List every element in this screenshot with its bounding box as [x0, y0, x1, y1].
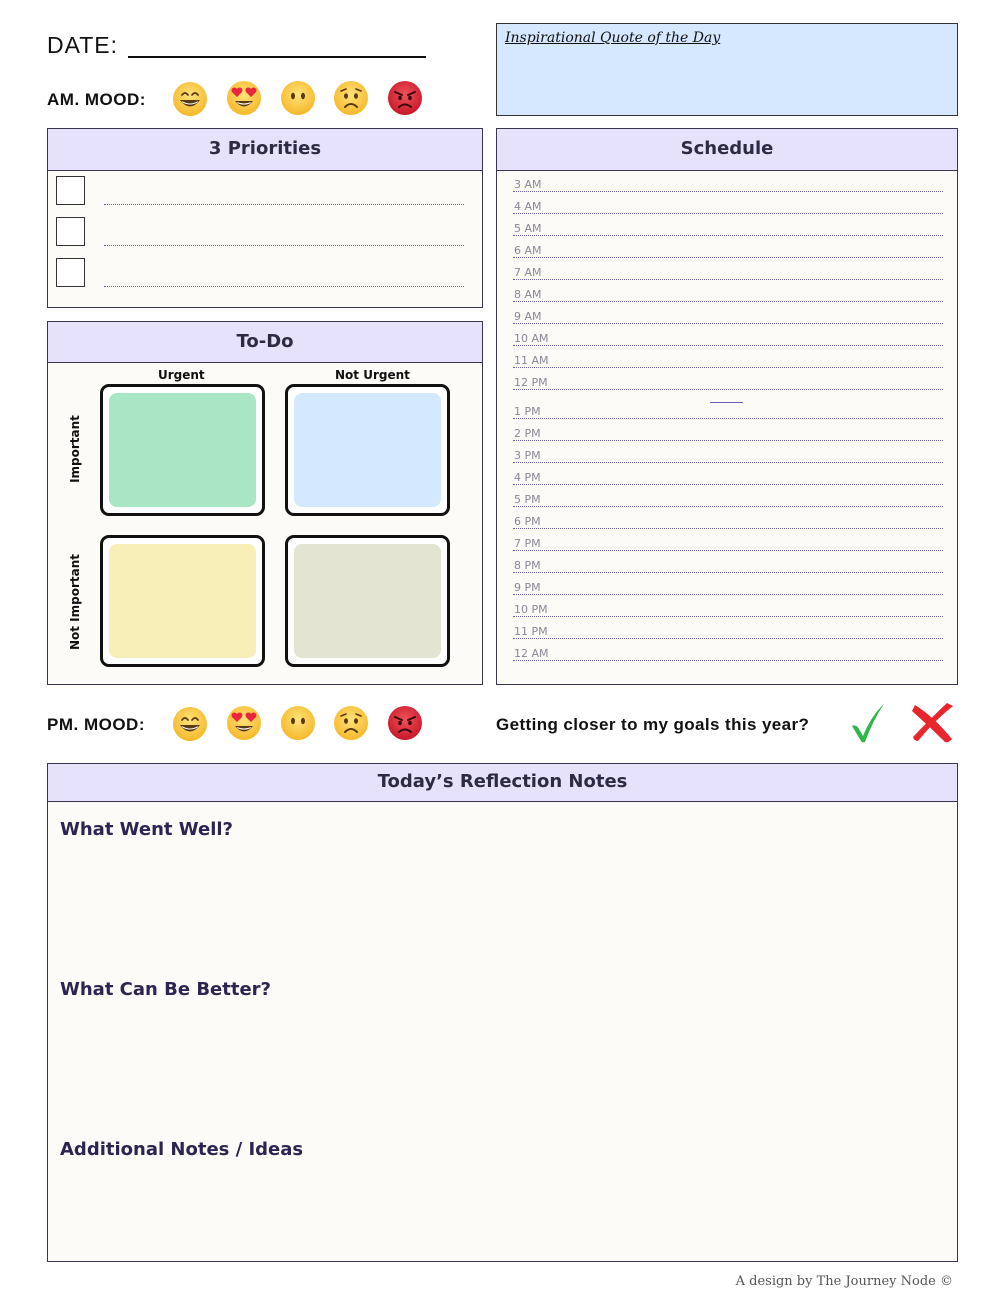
cross-x-icon[interactable]: [909, 702, 957, 744]
schedule-slot[interactable]: [513, 529, 943, 551]
quadrant-fill: [294, 544, 441, 658]
quadrant-fill: [109, 393, 256, 507]
todo-col-not-urgent: Not Urgent: [335, 368, 410, 382]
time-label: 10 PM: [514, 603, 548, 616]
time-label: 11 AM: [514, 354, 549, 367]
schedule-slot[interactable]: [513, 441, 943, 463]
priority-line[interactable]: [104, 286, 464, 287]
quadrant-urgent-important[interactable]: [100, 384, 265, 516]
schedule-slot[interactable]: [513, 419, 943, 441]
time-label: 5 AM: [514, 222, 542, 235]
schedule-slot[interactable]: [513, 302, 943, 324]
priority-line[interactable]: [104, 204, 464, 205]
pm-mood-heart-eyes-icon[interactable]: [226, 705, 262, 741]
time-label: 9 AM: [514, 310, 542, 323]
schedule-slot[interactable]: [513, 236, 943, 258]
date-input-line[interactable]: [128, 56, 426, 58]
todo-col-urgent: Urgent: [158, 368, 205, 382]
time-label: 5 PM: [514, 493, 541, 506]
quadrant-not-urgent-important[interactable]: [285, 384, 450, 516]
priorities-panel: [47, 128, 483, 308]
schedule-slot[interactable]: [513, 507, 943, 529]
schedule-slot[interactable]: [513, 595, 943, 617]
quadrant-urgent-not-important[interactable]: [100, 535, 265, 667]
am-mood-angry-icon[interactable]: [387, 80, 423, 116]
footer-credit: A design by The Journey Node ©: [735, 1274, 953, 1289]
time-label: 8 AM: [514, 288, 542, 301]
schedule-title: Schedule: [497, 129, 957, 171]
todo-panel: [47, 321, 483, 685]
am-mood-label: AM. MOOD:: [47, 90, 146, 109]
quadrant-fill: [294, 393, 441, 507]
time-label: 7 PM: [514, 537, 541, 550]
time-label: 6 AM: [514, 244, 542, 257]
pm-mood-label: PM. MOOD:: [47, 715, 145, 734]
reflection-panel: [47, 763, 958, 1262]
schedule-slot[interactable]: [513, 346, 943, 368]
schedule-slot[interactable]: [513, 214, 943, 236]
priority-checkbox[interactable]: [56, 176, 85, 205]
pm-mood-worried-icon[interactable]: [333, 705, 369, 741]
time-label: 12 PM: [514, 376, 548, 389]
priority-line[interactable]: [104, 245, 464, 246]
schedule-slot[interactable]: [513, 368, 943, 390]
checkmark-icon[interactable]: [849, 702, 887, 744]
quote-of-the-day-box[interactable]: [496, 23, 958, 116]
schedule-slot[interactable]: [513, 258, 943, 280]
pm-mood-neutral-icon[interactable]: [280, 705, 316, 741]
quadrant-not-urgent-not-important[interactable]: [285, 535, 450, 667]
am-mood-worried-icon[interactable]: [333, 80, 369, 116]
schedule-slot[interactable]: [513, 573, 943, 595]
schedule-slot[interactable]: [513, 170, 943, 192]
time-label: 2 PM: [514, 427, 541, 440]
todo-row-not-important: Not Important: [68, 553, 82, 651]
time-label: 3 AM: [514, 178, 542, 191]
can-be-better-heading: What Can Be Better?: [60, 979, 271, 1000]
went-well-heading: What Went Well?: [60, 819, 233, 840]
schedule-slot[interactable]: [513, 324, 943, 346]
time-label: 4 AM: [514, 200, 542, 213]
time-label: 3 PM: [514, 449, 541, 462]
todo-row-important: Important: [68, 415, 82, 483]
pm-mood-angry-icon[interactable]: [387, 705, 423, 741]
priorities-title: 3 Priorities: [48, 129, 482, 171]
time-label: 10 AM: [514, 332, 549, 345]
pm-mood-grinning-icon[interactable]: [172, 706, 208, 742]
time-label: 4 PM: [514, 471, 541, 484]
reflection-title: Today’s Reflection Notes: [48, 764, 957, 802]
am-mood-grinning-icon[interactable]: [172, 81, 208, 117]
schedule-slot[interactable]: [513, 397, 943, 419]
time-label: 8 PM: [514, 559, 541, 572]
time-label: 7 AM: [514, 266, 542, 279]
time-label: 1 PM: [514, 405, 541, 418]
time-label: 12 AM: [514, 647, 549, 660]
schedule-slot[interactable]: [513, 551, 943, 573]
time-label: 9 PM: [514, 581, 541, 594]
am-mood-heart-eyes-icon[interactable]: [226, 80, 262, 116]
schedule-slot[interactable]: [513, 617, 943, 639]
time-label: 6 PM: [514, 515, 541, 528]
todo-title: To-Do: [48, 322, 482, 363]
am-mood-neutral-icon[interactable]: [280, 80, 316, 116]
priority-checkbox[interactable]: [56, 217, 85, 246]
priority-checkbox[interactable]: [56, 258, 85, 287]
schedule-slot[interactable]: [513, 280, 943, 302]
schedule-slot[interactable]: [513, 192, 943, 214]
schedule-slot[interactable]: [513, 463, 943, 485]
time-label: 11 PM: [514, 625, 548, 638]
schedule-slot[interactable]: [513, 485, 943, 507]
quote-title: Inspirational Quote of the Day: [505, 30, 721, 46]
goals-question: Getting closer to my goals this year?: [496, 715, 810, 734]
date-label: DATE:: [47, 32, 119, 58]
additional-notes-heading: Additional Notes / Ideas: [60, 1139, 304, 1160]
schedule-slot[interactable]: [513, 639, 943, 661]
quadrant-fill: [109, 544, 256, 658]
